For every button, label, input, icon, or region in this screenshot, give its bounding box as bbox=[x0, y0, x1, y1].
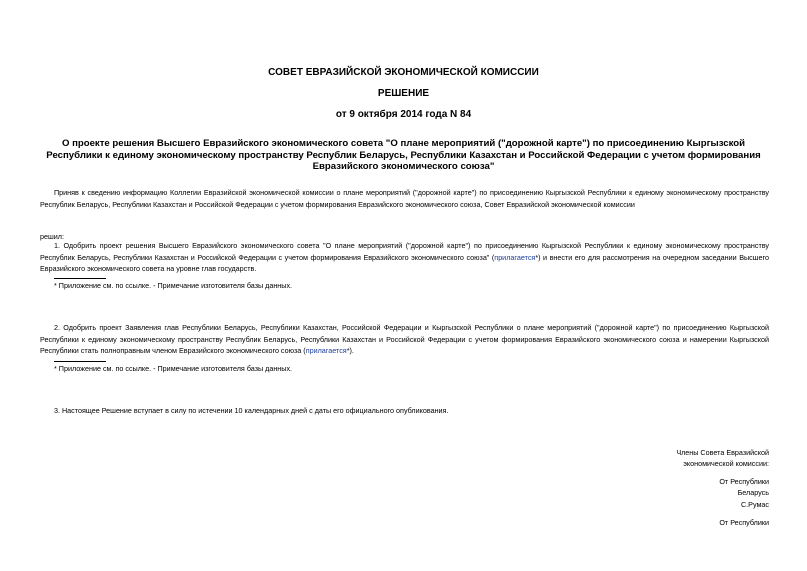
signature-next-line-1: От Республики bbox=[719, 518, 769, 527]
item-1-text-after: *) и внести его для рассмотрения на очередном заседании Высшего Евразийского экономического совета на уровне глав государств. bbox=[40, 252, 769, 273]
item-2-paragraph bbox=[40, 322, 769, 357]
footnote-divider bbox=[54, 361, 106, 362]
signatories-line-2: экономической комиссии: bbox=[683, 459, 769, 469]
signature-belarus bbox=[719, 476, 769, 510]
item-2-annex-link[interactable]: прилагается bbox=[305, 346, 347, 355]
item-2-text-before: 2. Одобрить проект Заявления глав Республики Беларусь, Республики Казахстан, Российской Федерации и Кыргызской Республики о плане мероприятий ("дорожной карте") по присоединению Кыргызской Республики к единому экономическому пространству Республик Беларусь, Республики Казахстан и Российской Федерации с учетом формирования Евразийского экономического союза и намерении Кыргызской Республики стать полноправным членом Евразийского экономического союза ( bbox=[40, 323, 769, 355]
item-1-text-before: 1. Одобрить проект решения Высшего Евразийского экономического совета "О плане мероприятий ("дорожной карте") по присоединению Кыргызской Республики к единому экономическому пространству Республик Беларусь, Республики Казахстан и Российской Федерации с учетом формирования Евразийского экономического союза" ( bbox=[40, 241, 769, 262]
document-type: РЕШЕНИЕ bbox=[377, 88, 430, 99]
intro-paragraph: Приняв к сведению информацию Коллегии Евразийской экономической комиссии о плане мероприятий ("дорожной карте") по присоединению Кыргызской Республики к единому экономическому пространству Республик Беларусь, Республики Казахстан и Российской Федерации с учетом формирования Евразийского экономического союза, Совет Евразийской экономической комиссии bbox=[40, 188, 769, 209]
footnote-1: * Приложение см. по ссылке. - Примечание изготовителя базы данных. bbox=[54, 281, 293, 290]
signature-next bbox=[719, 517, 769, 528]
signature-belarus-name: С.Румас bbox=[740, 499, 769, 509]
item-3-paragraph: 3. Настоящее Решение вступает в силу по истечении 10 календарных дней с даты его официального опубликования. bbox=[54, 406, 449, 415]
signature-belarus-line-2: Беларусь bbox=[737, 488, 769, 498]
signatories-heading bbox=[676, 447, 769, 470]
footnote-2: * Приложение см. по ссылке. - Примечание изготовителя базы данных. bbox=[54, 364, 293, 373]
organization-title: СОВЕТ ЕВРАЗИЙСКОЙ ЭКОНОМИЧЕСКОЙ КОМИССИИ bbox=[268, 67, 539, 78]
signatories-line-1: Члены Совета Евразийской bbox=[676, 448, 769, 457]
document-date-number: от 9 октября 2014 года N 84 bbox=[335, 109, 472, 120]
document-subject: О проекте решения Высшего Евразийского экономического совета "О плане мероприятий ("дорожной карте") по присоединению Кыргызской Республики к единому экономическому пространству Республик Беларусь, Республики Казахстан и Российской Федерации с учетом формирования Евразийского экономического союза" bbox=[46, 138, 761, 172]
footnote-divider bbox=[54, 278, 106, 279]
item-2-text-after: *). bbox=[346, 346, 354, 355]
item-1-annex-link[interactable]: прилагается bbox=[494, 252, 536, 262]
item-1-paragraph bbox=[40, 240, 769, 275]
resolved-label: решил: bbox=[40, 232, 64, 241]
signature-belarus-line-1: От Республики bbox=[719, 477, 769, 486]
